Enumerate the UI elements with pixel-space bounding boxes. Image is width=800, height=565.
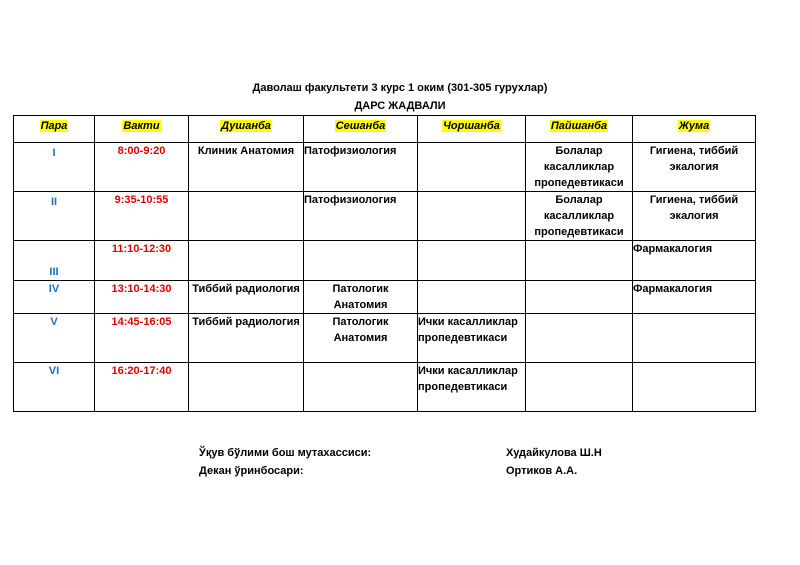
thursday-cell bbox=[526, 363, 633, 412]
monday-cell bbox=[189, 363, 304, 412]
time-cell: 16:20-17:40 bbox=[95, 363, 189, 412]
table-row bbox=[14, 241, 756, 281]
tuesday-cell: Патологик Анатомия bbox=[304, 314, 418, 363]
signature-role-2: Декан ўринбосари: bbox=[199, 465, 304, 477]
col-header-para: Пара bbox=[14, 116, 95, 143]
table-header-row bbox=[14, 116, 756, 143]
friday-cell: Гигиена, тиббий экалогия bbox=[633, 192, 756, 241]
document-title: Даволаш факультети 3 курс 1 оким (301-305 гурухлар) bbox=[252, 82, 548, 94]
thursday-cell bbox=[526, 241, 633, 281]
time-cell: 11:10-12:30 bbox=[95, 241, 189, 281]
col-header-friday: Жума bbox=[633, 116, 756, 143]
tuesday-cell: Патофизиология bbox=[304, 192, 418, 241]
wednesday-cell bbox=[418, 241, 526, 281]
thursday-cell: Болалар касалликлар пропедевтикаси bbox=[526, 143, 633, 192]
wednesday-cell bbox=[418, 192, 526, 241]
time-cell: 8:00-9:20 bbox=[95, 143, 189, 192]
schedule-table bbox=[13, 115, 756, 412]
friday-cell: Гигиена, тиббий экалогия bbox=[633, 143, 756, 192]
table-row bbox=[14, 143, 756, 192]
tuesday-cell bbox=[304, 363, 418, 412]
signature-name-2: Ортиков А.А. bbox=[506, 465, 578, 477]
wednesday-cell bbox=[418, 281, 526, 314]
para-cell: II bbox=[14, 192, 95, 241]
monday-cell: Клиник Анатомия bbox=[189, 143, 304, 192]
document-subtitle: ДАРС ЖАДВАЛИ bbox=[354, 100, 446, 112]
para-cell: III bbox=[14, 241, 95, 281]
para-cell: V bbox=[14, 314, 95, 363]
monday-cell bbox=[189, 192, 304, 241]
para-cell: I bbox=[14, 143, 95, 192]
signature-role-1: Ўқув бўлими бош мутахассиси: bbox=[199, 447, 372, 459]
para-cell: VI bbox=[14, 363, 95, 412]
monday-cell: Тиббий радиология bbox=[189, 314, 304, 363]
signature-name-1: Худайкулова Ш.Н bbox=[506, 447, 602, 459]
col-header-thursday: Пайшанба bbox=[526, 116, 633, 143]
monday-cell bbox=[189, 241, 304, 281]
time-cell: 13:10-14:30 bbox=[95, 281, 189, 314]
tuesday-cell: Патофизиология bbox=[304, 143, 418, 192]
wednesday-cell: Ички касалликлар пропедевтикаси bbox=[418, 314, 526, 363]
thursday-cell: Болалар касалликлар пропедевтикаси bbox=[526, 192, 633, 241]
friday-cell bbox=[633, 363, 756, 412]
col-header-tuesday: Сешанба bbox=[304, 116, 418, 143]
table-row bbox=[14, 281, 756, 314]
tuesday-cell bbox=[304, 241, 418, 281]
col-header-time: Вакти bbox=[95, 116, 189, 143]
table-row bbox=[14, 192, 756, 241]
table-row bbox=[14, 363, 756, 412]
friday-cell: Фармакалогия bbox=[633, 281, 756, 314]
tuesday-cell: Патологик Анатомия bbox=[304, 281, 418, 314]
wednesday-cell bbox=[418, 143, 526, 192]
col-header-wednesday: Чоршанба bbox=[418, 116, 526, 143]
friday-cell bbox=[633, 314, 756, 363]
col-header-monday: Душанба bbox=[189, 116, 304, 143]
para-cell: IV bbox=[14, 281, 95, 314]
thursday-cell bbox=[526, 281, 633, 314]
monday-cell: Тиббий радиология bbox=[189, 281, 304, 314]
time-cell: 14:45-16:05 bbox=[95, 314, 189, 363]
time-cell: 9:35-10:55 bbox=[95, 192, 189, 241]
wednesday-cell: Ички касалликлар пропедевтикаси bbox=[418, 363, 526, 412]
friday-cell: Фармакалогия bbox=[633, 241, 756, 281]
thursday-cell bbox=[526, 314, 633, 363]
table-row bbox=[14, 314, 756, 363]
